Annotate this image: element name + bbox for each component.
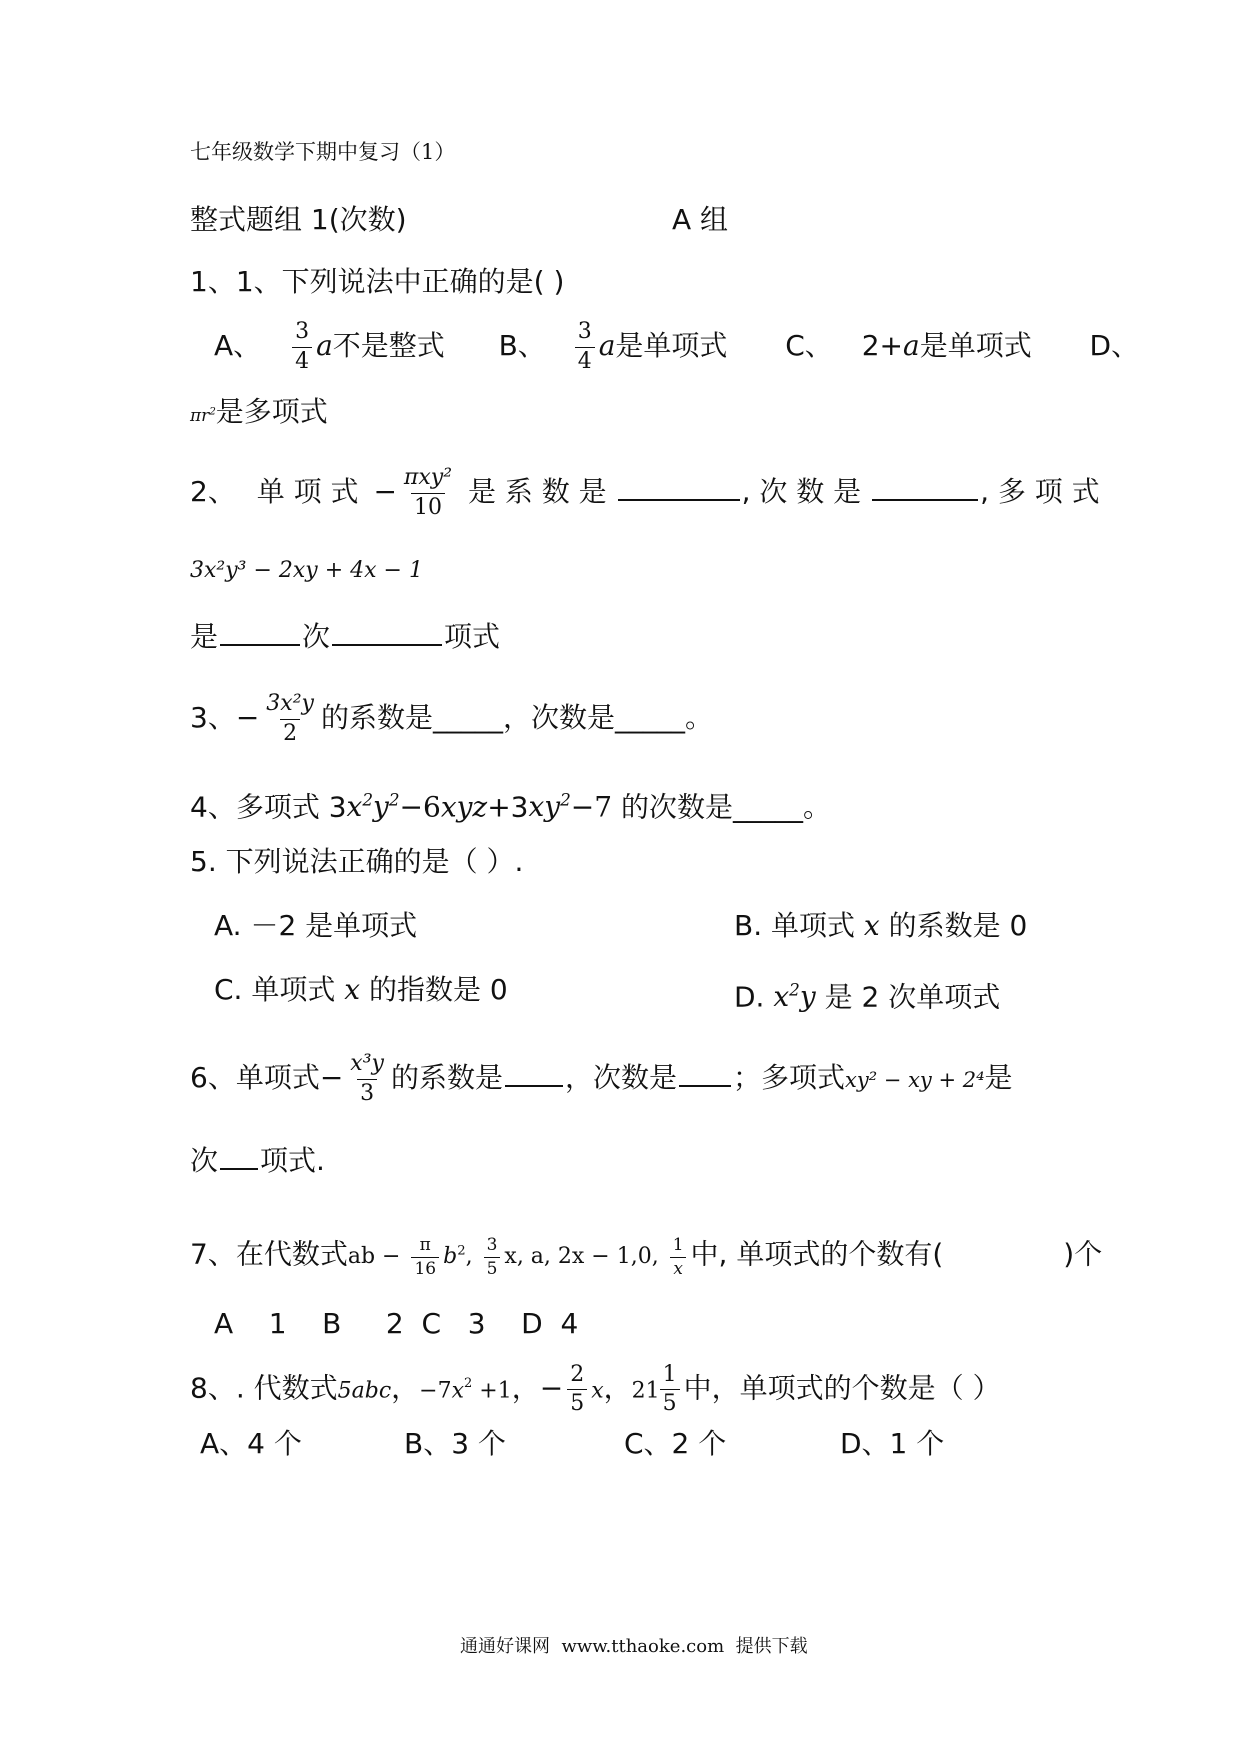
q3-num: 3、 xyxy=(190,701,236,734)
q6-polynomial: xy² − xy + 2⁴ xyxy=(845,1068,985,1092)
q7-expression: ab − $\frac{\pi}{16}$ $b^2$, $\frac{3}{5}$ x, a, 2x − 1,0, $\frac{1}{x}$ xyxy=(348,1244,691,1269)
answer-blank[interactable] xyxy=(679,1055,731,1087)
minus-sign: − xyxy=(373,475,397,508)
q6-text-1: 的系数是 xyxy=(390,1061,503,1094)
answer-blank[interactable] xyxy=(872,469,978,501)
q2-text-6: 次 xyxy=(302,620,331,653)
var-a: a xyxy=(316,329,333,362)
var-a: a xyxy=(598,329,616,362)
q2-text-2: 是 系 数 是 xyxy=(467,475,607,508)
q6-line xyxy=(190,1050,1013,1108)
q1-d-text: 是多项式 xyxy=(215,395,328,428)
q2-line-3 xyxy=(190,614,500,657)
footer-text: 通通好课网 www.tthaoke.com 提供下载 xyxy=(460,1636,808,1657)
q1-c-expr: 2+ xyxy=(861,329,903,362)
q8-option-b: B、3 个 xyxy=(404,1427,506,1460)
q4-prefix: 4、多项式 3 xyxy=(190,790,347,824)
q4-expression: $x^2y^2$ xyxy=(346,790,400,824)
answer-blank[interactable] xyxy=(220,614,300,646)
fraction: $\frac{\text{3x²y}}{2}$ xyxy=(266,691,314,746)
q5-option-d: D. $x^2y$ 是 2 次单项式 xyxy=(734,980,1001,1014)
q6-text-3: ；多项式 xyxy=(732,1061,845,1094)
q2-text-3: , 次 数 是 xyxy=(741,475,862,508)
group-label: A 组 xyxy=(672,203,729,236)
page-title: 七年级数学下期中复习（1） xyxy=(190,140,456,164)
answer-blank[interactable] xyxy=(332,614,442,646)
q1-d-line xyxy=(190,392,328,436)
q6-prefix: 6、单项式 xyxy=(190,1061,320,1094)
q2-line xyxy=(190,464,1100,520)
fraction: $\frac{3}{4}$ xyxy=(292,320,312,373)
q8-line: 8、. 代数式5abc，$-7x^2 +1$，− $\frac{2}{5}$ x，21 $\frac{1}{5}$ 中，单项式的个数是（ ） xyxy=(190,1361,1001,1416)
fraction: $\frac{3}{4}$ xyxy=(575,320,595,373)
q6-text-2: ，次数是 xyxy=(564,1061,677,1094)
q8-end: 中，单项式的个数是（ ） xyxy=(683,1371,1001,1405)
q5-stem: 5. 下列说法正确的是（ ）. xyxy=(190,845,524,878)
q8-prefix: 8、. 代数式 xyxy=(190,1371,338,1405)
minus-sign: − xyxy=(235,701,260,734)
q5-option-a: A. －2 是单项式 xyxy=(214,909,418,942)
q7-mid: 中, 单项式的个数有( xyxy=(690,1237,944,1271)
q6-line2-b: 项式. xyxy=(260,1144,325,1177)
section-title: 整式题组 1(次数) xyxy=(190,203,407,236)
q8-option-c: C、2 个 xyxy=(624,1427,727,1460)
q5-option-c: C. 单项式 x 的指数是 0 xyxy=(214,973,508,1006)
q8-option-d: D、1 个 xyxy=(840,1427,945,1460)
q1-d-label: D、 xyxy=(1089,329,1140,362)
q2-text-4: , 多 项 式 xyxy=(980,475,1100,508)
answer-blank[interactable] xyxy=(220,1138,258,1170)
answer-blank[interactable] xyxy=(505,1055,563,1087)
q7-end: )个 xyxy=(1063,1237,1103,1271)
q1-options xyxy=(214,318,1139,374)
q7-options: A 1 B 2 C 3 D 4 xyxy=(214,1307,579,1340)
q1-c-text: 是单项式 xyxy=(919,329,1032,362)
q1-c-label: C、 xyxy=(785,329,833,362)
pi-r-squared: $\pi r^2$ xyxy=(190,406,216,426)
q6-line-2 xyxy=(190,1138,325,1181)
q2-text-5: 是 xyxy=(190,620,219,653)
q2-polynomial: 3x²y³ − 2xy + 4x − 1 xyxy=(190,558,423,583)
q8-option-a: A、4 个 xyxy=(200,1427,302,1460)
fraction: $\frac{\text{πxy²}}{10}$ xyxy=(403,465,453,520)
q6-text-4: 是 xyxy=(984,1061,1013,1094)
var-a: a xyxy=(903,329,920,362)
q4-line: 4、多项式 $3x^2y^2-6xyz+3xy^2-7$ 的次数是_____。 xyxy=(190,790,831,824)
q1-stem: 1、1、下列说法中正确的是( ) xyxy=(190,265,565,298)
minus-sign: − xyxy=(319,1061,344,1094)
answer-blank[interactable] xyxy=(618,469,740,501)
q5-option-b: B. 单项式 x 的系数是 0 xyxy=(734,909,1028,942)
q1-a-text: 不是整式 xyxy=(332,329,445,362)
q2-text-7: 项式 xyxy=(444,620,501,653)
q7-prefix: 7、在代数式 xyxy=(190,1237,348,1271)
q2-num: 2、 xyxy=(190,475,236,508)
q3-text: 的系数是_____，次数是_____。 xyxy=(320,701,713,734)
q1-b-text: 是单项式 xyxy=(615,329,728,362)
q1-a-label: A、 xyxy=(214,329,262,362)
q6-line2-a: 次 xyxy=(190,1144,219,1177)
q1-b-label: B、 xyxy=(498,329,546,362)
q3-line xyxy=(190,690,713,746)
fraction: $\frac{\text{x³y}}{3}$ xyxy=(350,1051,384,1106)
q7-line xyxy=(190,1224,1102,1285)
q2-text-1: 单 项 式 xyxy=(256,475,359,508)
q4-suffix: 的次数是_____。 xyxy=(620,790,831,824)
